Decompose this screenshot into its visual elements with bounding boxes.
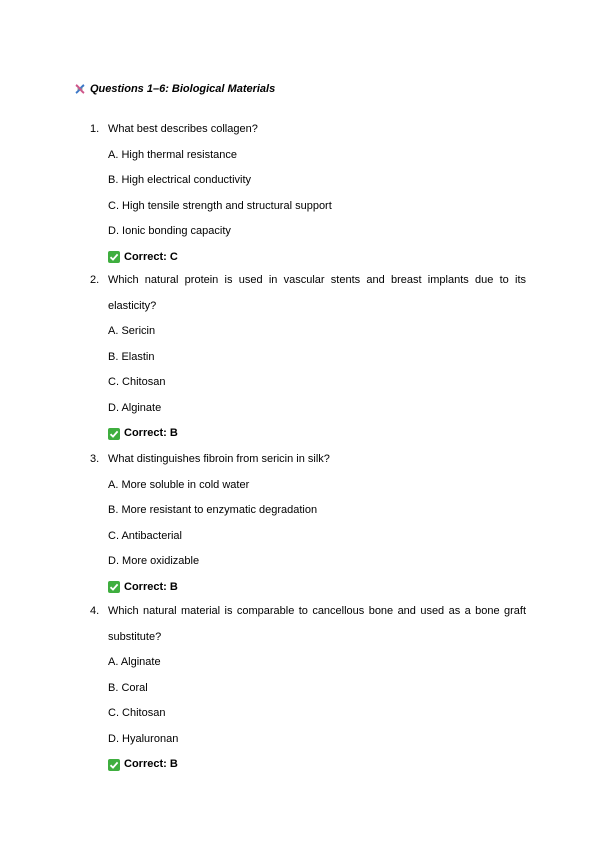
question-text: What distinguishes fibroin from sericin in silk? [108,453,330,465]
question-4 [90,599,526,778]
question-number: 4. [90,605,100,617]
answer-text: Correct: C [124,250,178,263]
section-title: Questions 1–6: Biological Materials [90,83,276,95]
option-d: D. Ionic bonding capacity [108,225,231,237]
option-a: A. Alginate [108,656,161,668]
option-b: B. Elastin [108,350,155,363]
option-c: C. Chitosan [108,707,166,719]
option-b: B. Coral [108,681,148,694]
check-mark-icon [108,581,120,593]
check-mark-icon [108,759,120,771]
option-a: A. High thermal resistance [108,148,237,161]
question-text: Which natural protein is used in vascular stents and breast implants due to its elasticity? [108,274,526,312]
question-3 [90,447,526,600]
option-d: D. More oxidizable [108,555,200,567]
option-a: A. More soluble in cold water [108,478,250,491]
correct-answer [108,245,526,271]
question-text: Which natural material is comparable to cancellous bone and used as a bone graft substitute? [108,605,526,643]
option-b: B. High electrical conductivity [108,174,252,186]
answer-text: Correct: B [124,580,178,593]
question-1 [90,117,526,270]
option-c: C. High tensile strength and structural support [108,199,332,212]
answer-text: Correct: B [124,758,178,770]
question-number: 3. [90,453,100,465]
correct-answer [108,575,526,601]
option-c: C. Chitosan [108,376,166,388]
answer-text: Correct: B [124,427,178,439]
question-2 [90,268,526,447]
check-mark-icon [108,428,120,440]
correct-answer [108,421,526,447]
question-number: 2. [90,274,100,286]
option-d: D. Hyaluronan [108,732,179,745]
section-heading [74,83,275,95]
dna-icon [74,83,86,95]
question-number: 1. [90,123,100,135]
option-c: C. Antibacterial [108,529,182,542]
question-text: What best describes collagen? [108,123,258,135]
check-mark-icon [108,251,120,263]
correct-answer [108,752,526,778]
option-d: D. Alginate [108,401,162,414]
option-b: B. More resistant to enzymatic degradation [108,504,318,516]
option-a: A. Sericin [108,325,156,337]
